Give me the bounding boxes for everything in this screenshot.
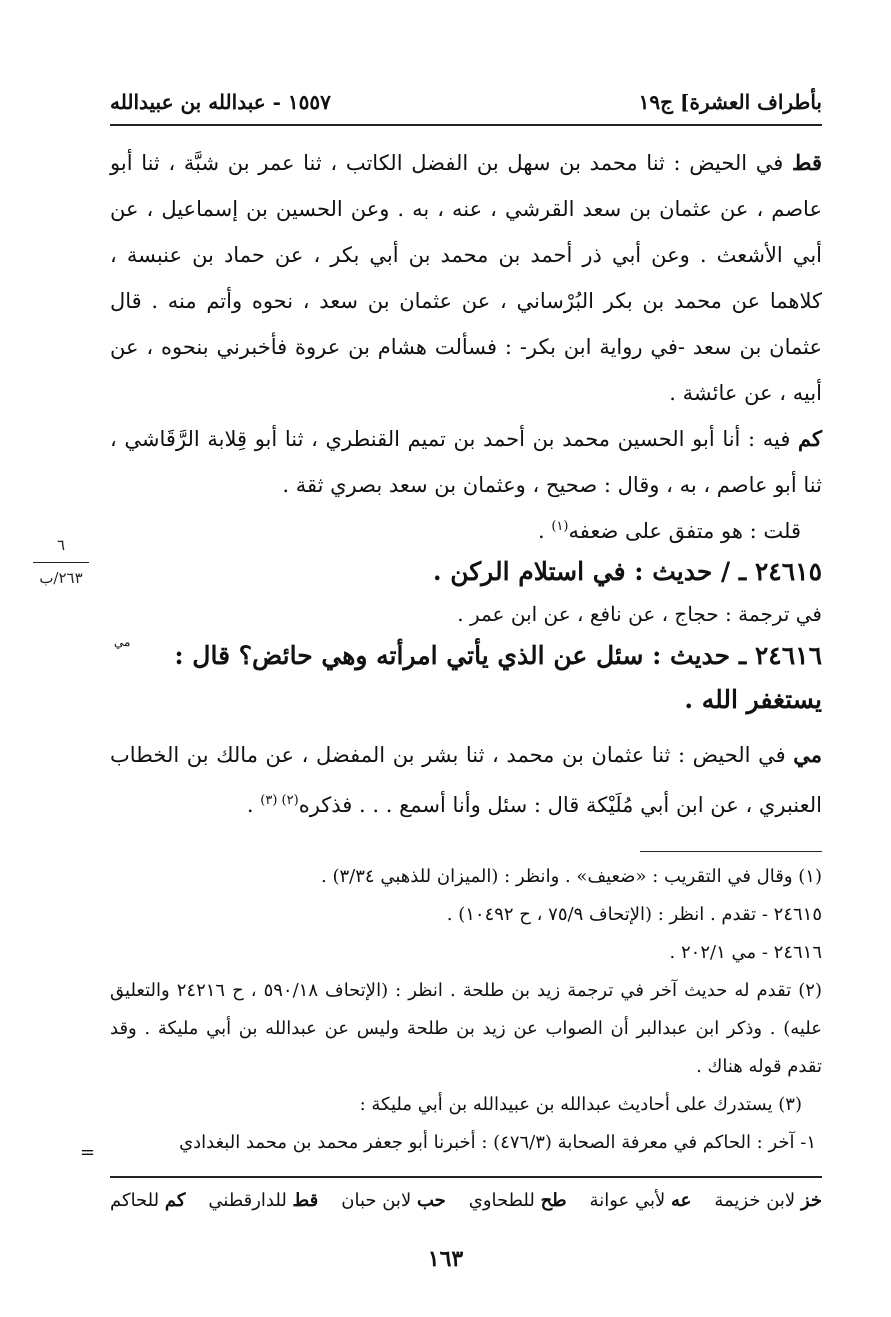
- hadith-heading-24616: [110, 634, 822, 722]
- hadith-sub-24615: في ترجمة : حجاج ، عن نافع ، عن ابن عمر .: [457, 602, 822, 626]
- legend-abbr: حب: [416, 1190, 446, 1211]
- legend-name: لابن حبان: [341, 1190, 412, 1211]
- main-text: [110, 140, 822, 828]
- page-number: ١٦٣: [427, 1246, 464, 1272]
- footnotes: [110, 858, 822, 1162]
- paragraph-hakim: [110, 416, 822, 508]
- folio-top: ٦: [56, 536, 66, 554]
- footnote-divider: [640, 851, 822, 852]
- legend-item: [590, 1190, 692, 1211]
- source-abbr: كم: [798, 426, 822, 451]
- manuscript-folio-note: [28, 536, 94, 587]
- paragraph-darimi: [110, 732, 822, 828]
- punctuation: .: [246, 793, 261, 817]
- legend-divider: [110, 1176, 822, 1178]
- folio-divider: [33, 562, 89, 563]
- legend-abbr: خز: [800, 1190, 822, 1211]
- legend-abbr: عه: [670, 1190, 692, 1211]
- header-divider: [110, 124, 822, 126]
- footnote-2: (٢) تقدم له حديث آخر في ترجمة زيد بن طلحة . انظر : (الإتحاف ٥٩٠/١٨ ، ح ٢٤٢١٦ والتعليق عليه) . وذكر ابن عبدالبر أن الصواب عن زيد بن طلحة وليس عن عبدالله بن أبي مليكة . وقد تقدم قوله هناك .: [110, 980, 822, 1077]
- legend-item: [208, 1190, 318, 1211]
- paragraph-text: في الحيض : ثنا محمد بن سهل بن الفضل الكاتب ، ثنا عمر بن شبَّة ، ثنا أبو عاصم ، عن عثمان بن سعد القرشي ، عنه ، به . وعن الحسين بن إسماعيل ، عن أبي الأشعث . وعن أبي ذر أحمد بن محمد بن أبي بكر ، عن حماد بن عنبسة ، كلاهما عن محمد بن بكر البُرْساني ، عن عثمان بن سعد ، نحوه وأتم منه . قال عثمان بن سعد -في رواية ابن بكر- : فسألت هشام بن عروة فأخبرني بنحوه ، عن أبيه ، عن عائشة .: [110, 151, 822, 405]
- paragraph-text: قلت : هو متفق على ضعفه: [568, 519, 801, 543]
- paragraph-daraqutni: [110, 140, 822, 416]
- legend-abbr: طح: [540, 1190, 567, 1211]
- source-mark: مي: [114, 635, 131, 649]
- legend-item: [714, 1190, 822, 1211]
- legend-abbr: كم: [164, 1190, 186, 1211]
- folio-bottom: ٢٦٣/ب: [39, 569, 83, 587]
- footnote-3: (٣) يستدرك على أحاديث عبدالله بن عبيدالله بن أبي مليكة :: [359, 1094, 802, 1115]
- abbreviation-legend: [110, 1190, 822, 1211]
- legend-name: لأبي عوانة: [589, 1190, 666, 1211]
- legend-name: لابن خزيمة: [714, 1190, 796, 1211]
- footnote-ref: (٢) (٣): [260, 793, 299, 808]
- legend-name: للدارقطني: [208, 1190, 287, 1211]
- footnote-1: (١) وقال في التقريب : «ضعيف» . وانظر : (الميزان للذهبي ٣/٣٤) .: [321, 866, 822, 887]
- footnote-ref: (١): [551, 519, 569, 534]
- legend-name: للحاكم: [110, 1190, 160, 1211]
- footnote-1b: ٢٤٦١٥ - تقدم . انظر : (الإتحاف ٧٥/٩ ، ح ١٠٤٩٢) .: [446, 904, 822, 925]
- punctuation: .: [537, 519, 552, 543]
- source-abbr: مي: [793, 742, 822, 767]
- paragraph-note: [110, 508, 822, 550]
- paragraph-text: في الحيض : ثنا عثمان بن محمد ، ثنا بشر بن المفضل ، عن مالك بن الخطاب العنبري ، عن ابن أبي مُلَيْكة قال : سئل وأنا أسمع . . . فذكره: [110, 743, 822, 817]
- paragraph-text: فيه : أنا أبو الحسين محمد بن أحمد بن تميم القنطري ، ثنا أبو قِلابة الرَّقَاشي ، ثنا أبو عاصم ، به ، وقال : صحيح ، وعثمان بن سعد بصري ثقة .: [110, 427, 822, 497]
- running-header: [110, 84, 822, 124]
- legend-name: للطحاوي: [468, 1190, 535, 1211]
- legend-item: [110, 1190, 185, 1211]
- footnote-1c: ٢٤٦١٦ - مي ٢٠٢/١ .: [669, 942, 822, 963]
- source-abbr: قط: [792, 150, 822, 175]
- legend-item: [469, 1190, 567, 1211]
- header-section-title: ١٥٥٧ - عبدالله بن عبيدالله: [110, 90, 331, 114]
- legend-item: [341, 1190, 446, 1211]
- header-book-title: بأطراف العشرة] ج١٩: [638, 90, 822, 114]
- continuation-mark: =: [80, 1142, 96, 1163]
- legend-abbr: قط: [292, 1190, 319, 1211]
- hadith-heading-text: ٢٤٦١٦ ـ حديث : سئل عن الذي يأتي امرأته وهي حائض؟ قال : يستغفر الله .: [174, 641, 822, 714]
- footnote-3a: ١- آخر : الحاكم في معرفة الصحابة (٤٧٦/٣) : أخبرنا أبو جعفر محمد بن محمد البغدادي: [179, 1132, 816, 1153]
- hadith-heading-24615: ٢٤٦١٥ ـ / حديث : في استلام الركن .: [432, 557, 822, 586]
